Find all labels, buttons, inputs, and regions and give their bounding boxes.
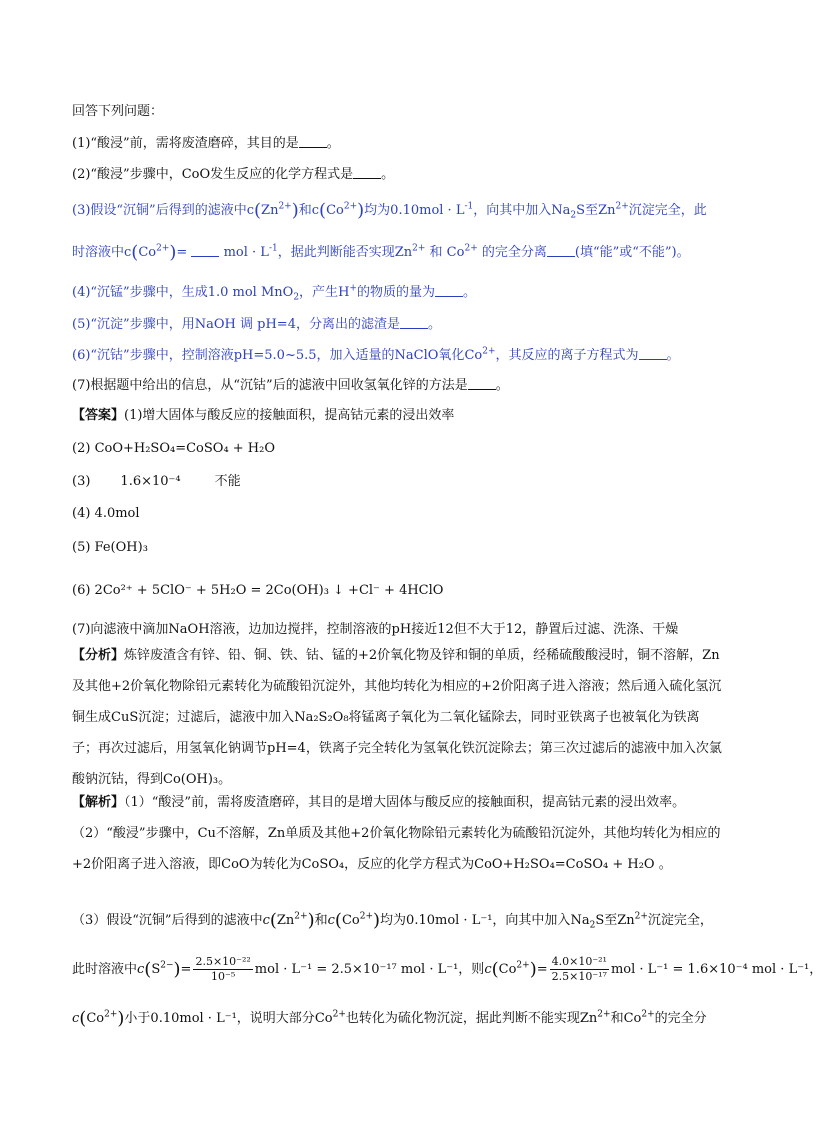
question-6: (6)“沉钴”步骤中，控制溶液pH=5.0~5.5，加入适量的NaClO氧化$Co^{2+}$，其反应的离子方程式为 。 bbox=[72, 346, 680, 363]
question-3-line-1: (3)假设“沉铜”后得到的滤液中$c(Zn^{2+})$和$c(Co^{2+})$均为$0.10mol \cdot L^{-1}$，向其中加入$Na_2S$至$Zn^{2+}$沉淀完全，此 bbox=[72, 200, 707, 221]
question-2: (2)“酸浸”步骤中，CoO发生反应的化学方程式是 。 bbox=[72, 167, 395, 182]
answer-blank bbox=[468, 377, 496, 390]
answer-blank bbox=[639, 347, 667, 360]
analysis-paragraph: 【分析】炼锌废渣含有锌、铅、铜、铁、钴、锰的+2价氧化物及锌和铜的单质，经稀硫酸酸浸时，铜不溶解，Zn及其他+2价氧化物除铅元素转化为硫酸铅沉淀外，其他均转化为相应的+2价阳离子进入溶液；然后通入硫化氢沉铜生成CuS沉淀；过滤后，滤液中加入Na₂S₂O₈将锰离子氧化为二氧化锰除去，同时亚铁离子也被氧化为铁离子；再次过滤后，用氢氧化钠调节pH=4，铁离子完全转化为氢氧化铁沉淀除去；第三次过滤后的滤液中加入次氯酸钠沉钴，得到Co(OH)₃。 bbox=[72, 648, 722, 787]
fraction: $\frac{\text{2.5×10⁻²²}}{\text{10⁻⁵}}$ bbox=[195, 955, 251, 983]
answer-5: (5) Fe(OH)₃ bbox=[72, 540, 148, 555]
answer-1: 【答案】(1)增大固体与酸反应的接触面积，提高钴元素的浸出效率 bbox=[72, 408, 455, 423]
questions-intro: 回答下列问题： bbox=[72, 104, 164, 119]
answer-blank bbox=[435, 284, 463, 297]
answer-3: (3) 1.6×10⁻⁴ 不能 bbox=[72, 474, 241, 489]
solution-part-3-line-2: 此时溶液中$c(S^{2-})=$ $\frac{\text{2.5×10⁻²²}}{\text{10⁻⁵}}$ mol · L⁻¹ = 2.5×10⁻¹⁷ mol · L⁻¹，则$c(Co^{2+})=$ $\frac{\text{4.0×10⁻²¹}}{\text{2.5×10⁻¹⁷}}$ mol · L⁻¹ = 1.6×10⁻⁴ mol · L⁻¹， bbox=[72, 955, 822, 983]
solution-part-3-line-3: $c(Co^{2+})$小于0.10mol · L⁻¹，说明大部分$Co^{2+}$也转化为硫化物沉淀，据此判断不能实现$Zn^{2+}$和$Co^{2+}$的完全分 bbox=[72, 1008, 707, 1029]
solution-part-2: （2）“酸浸”步骤中，Cu不溶解，Zn单质及其他+2价氧化物除铅元素转化为硫酸铅沉淀外，其他均转化为相应的+2价阳离子进入溶液，即CoO为转化为CoSO₄，反应的化学方程式为CoO+H₂SO₄=CoSO₄ + H₂O 。 bbox=[72, 826, 721, 872]
answer-blank bbox=[299, 135, 327, 148]
answer-label: 【答案】 bbox=[72, 408, 125, 423]
answer-7: (7)向滤液中滴加NaOH溶液，边加边搅拌，控制溶液的pH接近12但不大于12，静置后过滤、洗涤、干燥 bbox=[72, 622, 679, 637]
answer-blank bbox=[400, 316, 428, 329]
question-4: (4)“沉锰”步骤中，生成1.0 mol MnO$_2$，产生H+的物质的量为 。 bbox=[72, 283, 476, 303]
analysis-label: 【分析】 bbox=[72, 648, 125, 663]
fraction: $\frac{\text{4.0×10⁻²¹}}{\text{2.5×10⁻¹⁷}}$ bbox=[551, 955, 607, 983]
question-1: (1)“酸浸”前，需将废渣磨碎，其目的是 。 bbox=[72, 136, 340, 151]
answer-4: (4) 4.0mol bbox=[72, 506, 140, 521]
answer-2: (2) CoO+H₂SO₄=CoSO₄ + H₂O bbox=[72, 441, 276, 456]
question-5: (5)“沉淀”步骤中，用NaOH 调 pH=4，分离出的滤渣是 。 bbox=[72, 317, 441, 332]
answer-blank bbox=[353, 166, 381, 179]
answer-blank bbox=[547, 244, 575, 257]
answer-6: (6) 2Co²⁺ + 5ClO⁻ + 5H₂O = 2Co(OH)₃ ↓ +Cl⁻ + 4HClO bbox=[72, 583, 444, 598]
question-7: (7)根据题中给出的信息，从“沉钴”后的滤液中回收氢氧化锌的方法是 。 bbox=[72, 378, 509, 393]
answer-blank bbox=[191, 244, 219, 257]
solution-part-3-line-1: （3）假设“沉铜”后得到的滤液中$c(Zn^{2+})$和$c(Co^{2+})$均为0.10mol · L⁻¹，向其中加入$Na_2S$至$Zn^{2+}$沉淀完全， bbox=[72, 910, 713, 931]
solution-label: 【解析】 bbox=[72, 795, 125, 810]
solution-part-1: 【解析】（1）“酸浸”前，需将废渣磨碎，其目的是增大固体与酸反应的接触面积，提高钴元素的浸出效率。 bbox=[72, 795, 686, 810]
question-3-line-2: 时溶液中$c(Co^{2+})=$ mol · $L^{-1}$，据此判断能否实现$Zn^{2+}$ 和 $Co^{2+}$ 的完全分离 (填“能”或“不能”)。 bbox=[72, 242, 690, 263]
